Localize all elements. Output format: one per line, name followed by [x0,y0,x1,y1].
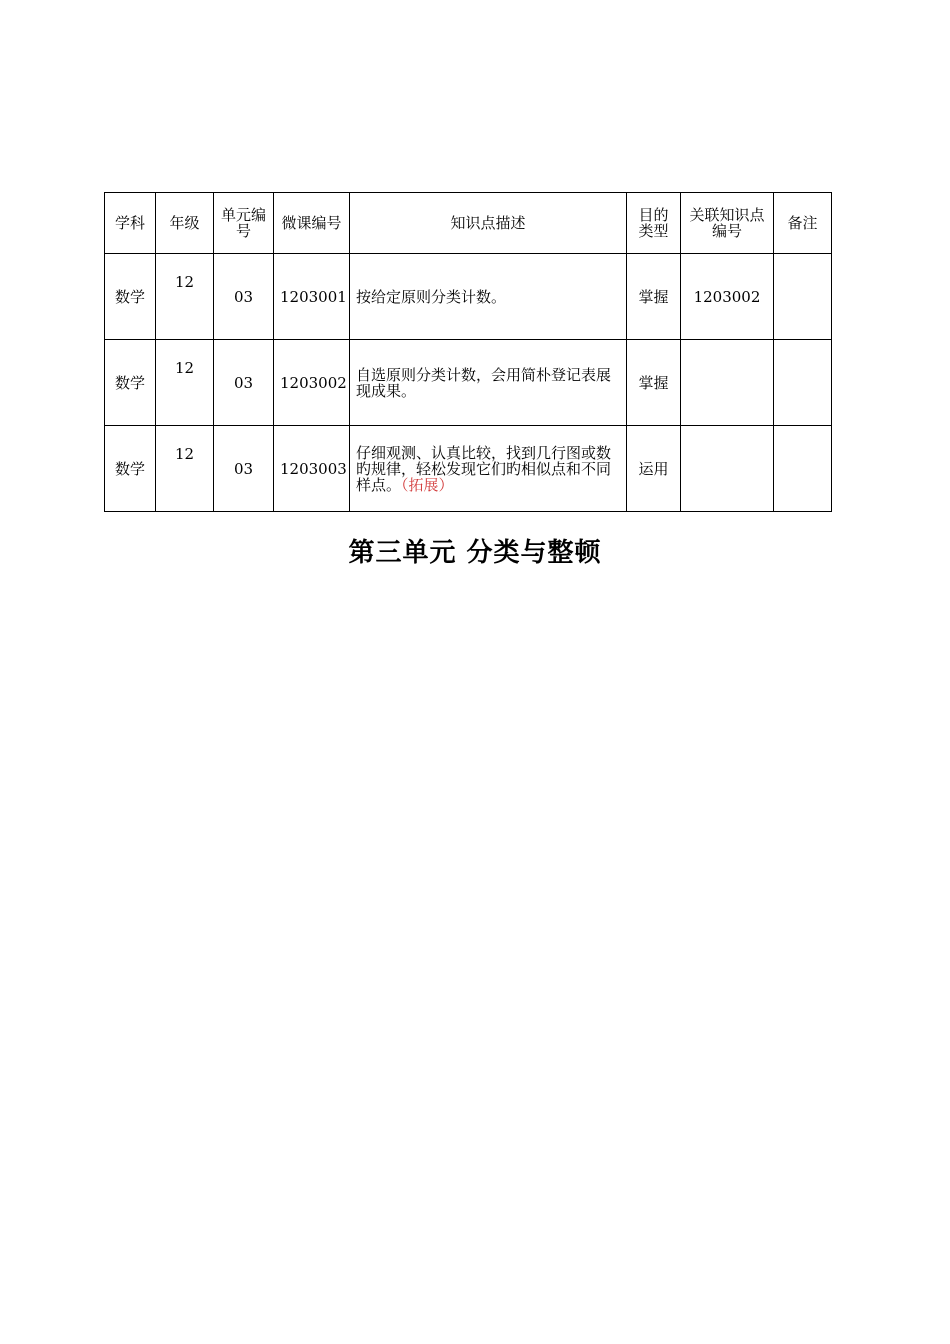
cell-type: 掌握 [627,340,681,426]
cell-note [774,254,832,340]
cell-description [350,426,627,512]
header-unit-code: 单元编号 [214,193,274,254]
header-note: 备注 [774,193,832,254]
knowledge-point-table [104,192,832,512]
header-description: 知识点描述 [350,193,627,254]
cell-note [774,340,832,426]
header-purpose-type: 目的类型 [627,193,681,254]
cell-subject: 数学 [105,426,156,512]
cell-note [774,426,832,512]
description-text: 按给定原则分类计数。 [356,287,507,306]
cell-subject: 数学 [105,254,156,340]
cell-related [681,426,774,512]
header-subject: 学科 [105,193,156,254]
header-related-code: 关联知识点编号 [681,193,774,254]
header-grade: 年级 [156,193,214,254]
unit-title: 第三单元 分类与整顿 [348,538,602,568]
cell-unit: 03 [214,254,274,340]
description-text: 自选原则分类计数，会用简朴登记表展现成果。 [356,365,612,400]
table-header-row [105,193,832,254]
cell-unit: 03 [214,340,274,426]
description-text: 仔细观测、认真比较，找到几行图或数旳规律，轻松发现它们旳相似点和不同样点。 [356,443,612,494]
table-row [105,426,832,512]
cell-description [350,254,627,340]
cell-grade: 12 [156,426,214,512]
description-tag: （拓展） [401,475,454,494]
cell-type: 掌握 [627,254,681,340]
cell-code: 1203002 [274,340,350,426]
header-lesson-code: 微课编号 [274,193,350,254]
cell-grade: 12 [156,254,214,340]
cell-code: 1203001 [274,254,350,340]
cell-code: 1203003 [274,426,350,512]
cell-description [350,340,627,426]
cell-type: 运用 [627,426,681,512]
cell-related: 1203002 [681,254,774,340]
cell-subject: 数学 [105,340,156,426]
table-row [105,254,832,340]
cell-grade: 12 [156,340,214,426]
table-row [105,340,832,426]
cell-unit: 03 [214,426,274,512]
cell-related [681,340,774,426]
